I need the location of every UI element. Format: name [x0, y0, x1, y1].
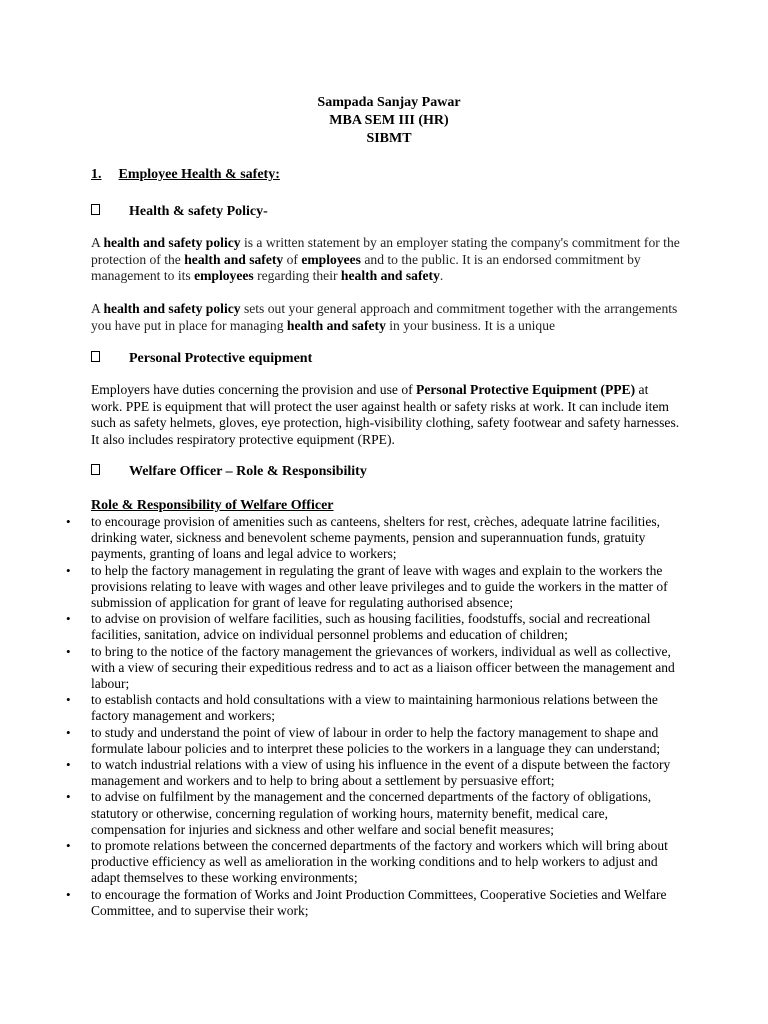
- bullet-icon: •: [66, 514, 71, 529]
- subheading-ppe: [91, 350, 312, 368]
- bullet-icon: •: [66, 562, 71, 578]
- list-item: • to encourage provision of amenities such as canteens, shelters for rest, crèches, adequate latrine facilities, drinking water, sickness and benevolent scheme payments, pension and superannuation funds, gratuity payments, granting of loans and legal advice to workers;: [66, 514, 661, 562]
- missing-glyph-icon: [91, 204, 100, 215]
- section-number: 1.: [91, 167, 102, 182]
- list-item: • to promote relations between the concerned departments of the factory and workers which will bring about productive efficiency as well as amelioration in the working conditions and to help workers to adjust and adapt themselves to these working environments;: [66, 838, 668, 886]
- list-item: • to advise on fulfilment by the management and the concerned departments of the factory of obligations, statutory or otherwise, concerning regulation of working hours, maternity benefit, medical care, compensation for injuries and sickness and other welfare and social benefit measures;: [66, 789, 652, 837]
- role-title: Role & Responsibility of Welfare Officer: [91, 498, 334, 513]
- subheading-policy-label: Health & safety Policy-: [129, 204, 268, 219]
- list-item: • to bring to the notice of the factory management the grievances of workers, individual as well as collective, with a view of securing their expeditious redress and to act as a liaison officer between the management and labour;: [66, 643, 675, 692]
- document-header: [0, 94, 768, 148]
- list-item: • to study and understand the point of view of labour in order to help the factory management to shape and formulate labour policies and to interpret these policies to the workers in a language they can understand;: [66, 724, 661, 756]
- subheading-welfare: [91, 463, 367, 481]
- list-item: • to watch industrial relations with a view of using his influence in the event of a dispute between the factory management and workers and to help to bring about a settlement by persuasive effort;: [66, 757, 671, 789]
- policy-paragraph-1: A health and safety policy is a written statement by an employer stating the company's commitment for the protection of the health and safety of employees and to the public. It is an endorsed commitment by management to its employees regarding their health and safety.: [91, 235, 680, 283]
- missing-glyph-icon: [91, 464, 100, 475]
- list-item: • to help the factory management in regulating the grant of leave with wages and explain to the workers the provisions relating to leave with wages and other leave privileges and to guide the workers in the matter of submission of application for grant of leave for regulating authorised absence;: [66, 562, 668, 611]
- section-heading: [91, 166, 280, 184]
- bullet-icon: •: [66, 838, 71, 854]
- bullet-icon: •: [66, 643, 71, 659]
- list-item: • to advise on provision of welfare facilities, such as housing facilities, foodstuffs, social and recreational facilities, sanitation, advice on individual personnel problems and education of children;: [66, 611, 651, 643]
- author-name: Sampada Sanjay Pawar: [317, 95, 461, 110]
- institute-name: SIBMT: [366, 131, 412, 146]
- list-item: • to encourage the formation of Works and Joint Production Committees, Cooperative Societies and Welfare Committee, and to supervise their work;: [66, 886, 667, 918]
- subheading-ppe-label: Personal Protective equipment: [129, 351, 313, 366]
- bullet-icon: •: [66, 692, 71, 708]
- responsibility-list: [66, 514, 681, 919]
- list-item: • to establish contacts and hold consultations with a view to maintaining harmonious relations between the factory management and workers;: [66, 692, 658, 724]
- bullet-icon: •: [66, 757, 71, 773]
- policy-paragraph-2: A health and safety policy sets out your general approach and commitment together with the arrangements you have put in place for managing health and safety in your business. It is a unique: [91, 301, 678, 333]
- program-name: MBA SEM III (HR): [329, 113, 449, 128]
- bullet-icon: •: [66, 789, 71, 805]
- bullet-icon: •: [66, 886, 71, 902]
- bullet-icon: •: [66, 724, 71, 740]
- subheading-policy: [91, 203, 268, 221]
- missing-glyph-icon: [91, 351, 100, 362]
- section-title: Employee Health & safety:: [118, 167, 280, 182]
- bullet-icon: •: [66, 611, 71, 627]
- subheading-welfare-label: Welfare Officer – Role & Responsibility: [129, 464, 367, 479]
- ppe-paragraph: Employers have duties concerning the provision and use of Personal Protective Equipment (PPE) at work. PPE is equipment that will protect the user against health or safety risks at work. It can include item such as safety helmets, gloves, eye protection, high-visibility clothing, safety footwear and safety harnesses. It also includes respiratory protective equipment (RPE).: [91, 382, 680, 447]
